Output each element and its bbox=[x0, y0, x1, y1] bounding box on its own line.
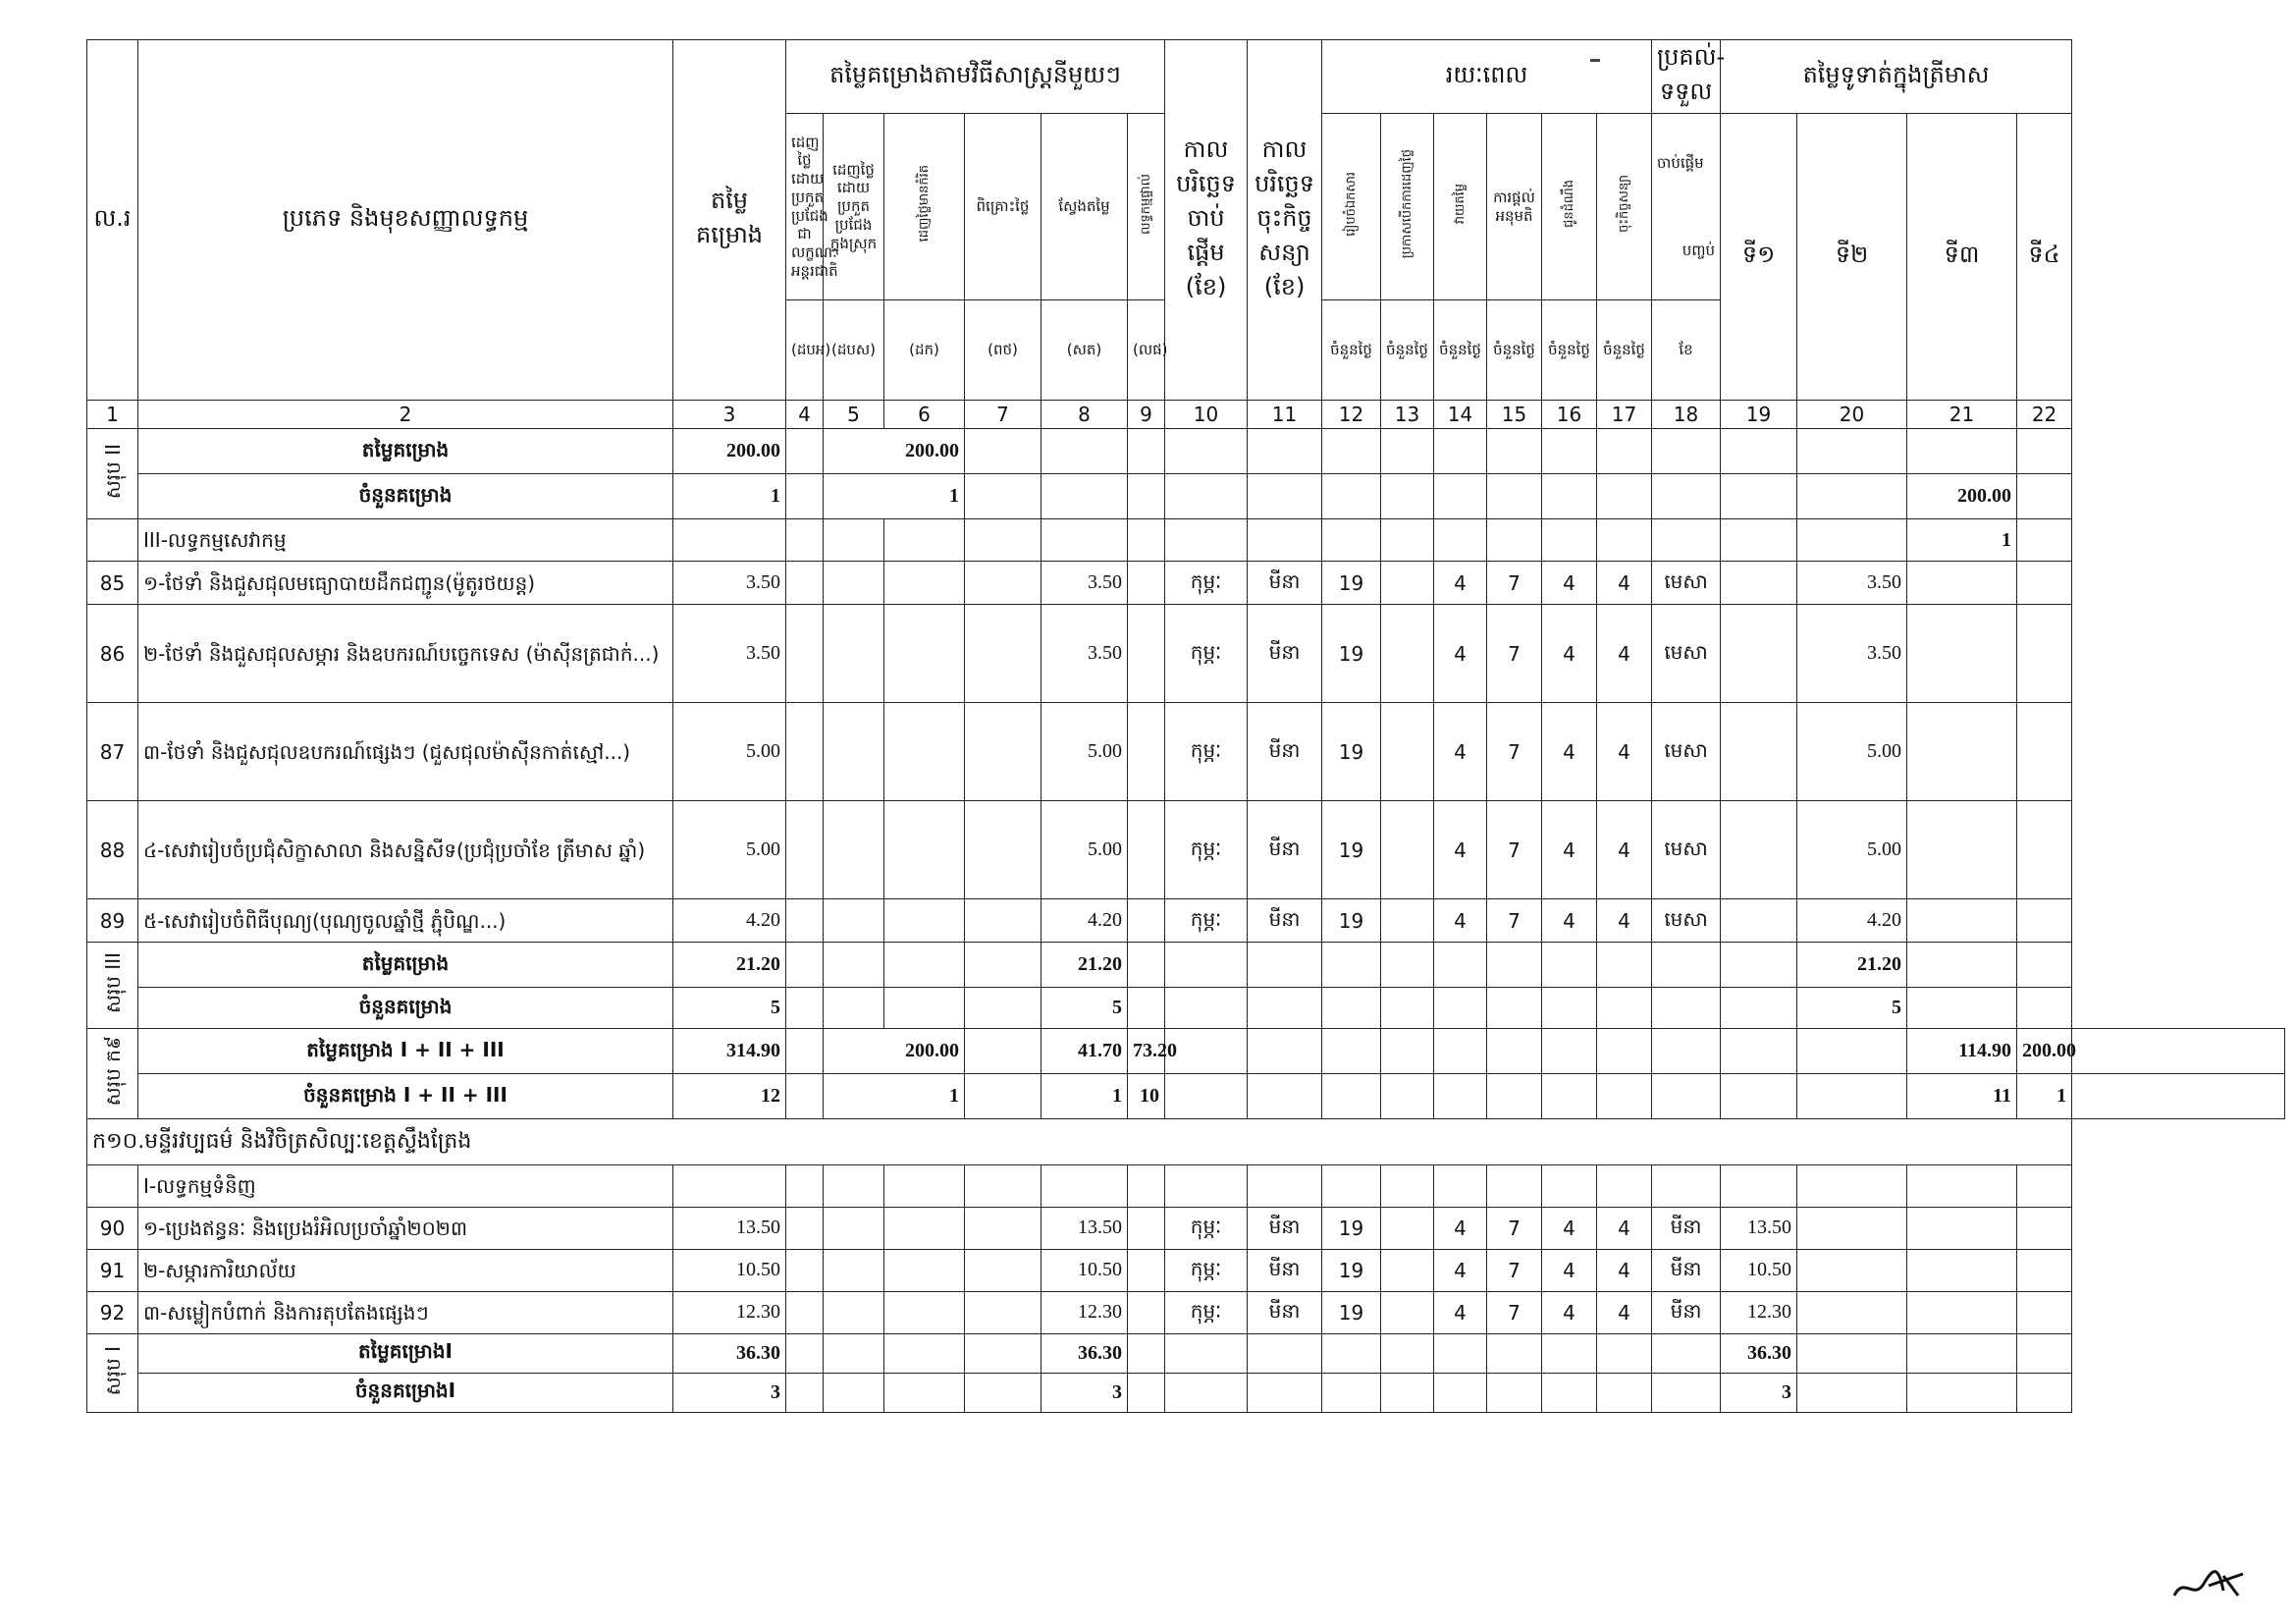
item-duration-days: 4 bbox=[1434, 899, 1487, 943]
item-number: 92 bbox=[87, 1291, 138, 1333]
start-period-header: កាលបរិច្ឆេទចាប់ផ្តើម (ខែ) bbox=[1165, 40, 1248, 401]
duration-eval-header: វាយតម្លៃ bbox=[1434, 114, 1487, 300]
table-row bbox=[87, 1207, 2285, 1249]
item-duration-days: 19 bbox=[1322, 899, 1381, 943]
item-duration-days: 4 bbox=[1597, 899, 1652, 943]
item-receive-month: មេសា bbox=[1652, 562, 1721, 605]
item-sign-month: មីនា bbox=[1248, 1207, 1322, 1249]
item-number: 88 bbox=[87, 801, 138, 899]
quarter-1-header: ទី១ bbox=[1721, 114, 1797, 401]
item-quarter-value: 10.50 bbox=[1721, 1249, 1797, 1291]
duration-prep-header: រៀបចំឯកសារ bbox=[1322, 114, 1381, 300]
receive-end-label: បញ្ចប់ bbox=[1682, 241, 1716, 259]
col-type-header: ប្រភេទ និងមុខសញ្ញាលទ្ធកម្ម bbox=[138, 40, 673, 401]
signature-mark bbox=[2169, 1556, 2248, 1605]
item-description: ២-ថែទាំ និងជួសជុលសម្ភារ និងឧបករណ៍បច្ចេកទេស (ម៉ាស៊ីនត្រជាក់...) bbox=[138, 605, 673, 703]
item-start-month: កុម្ភៈ bbox=[1165, 899, 1248, 943]
method-consult-header: ពិគ្រោះថ្លៃ bbox=[965, 114, 1041, 300]
total-count-label: ចំនួនគម្រោង I + II + III bbox=[138, 1074, 673, 1119]
column-number: 20 bbox=[1797, 401, 1907, 429]
subtotal-3-count: 5 bbox=[673, 988, 786, 1029]
day-unit: ចំនួនថ្ងៃ bbox=[1434, 300, 1487, 401]
col-no-header: ល.រ bbox=[87, 40, 138, 401]
item-receive-month: មេសា bbox=[1652, 605, 1721, 703]
table-row bbox=[87, 801, 2285, 899]
subtotal-2-q3-cost: 200.00 bbox=[1907, 474, 2017, 519]
subtotal-1-cost: 36.30 bbox=[673, 1333, 786, 1373]
item-duration-days bbox=[1381, 1249, 1434, 1291]
total-k9-q3-count: 1 bbox=[2017, 1074, 2072, 1119]
item-sign-month: មីនា bbox=[1248, 1291, 1322, 1333]
item-sat-cost: 3.50 bbox=[1041, 562, 1128, 605]
item-sat-cost: 3.50 bbox=[1041, 605, 1128, 703]
item-quarter-value: 5.00 bbox=[1797, 801, 1907, 899]
method-intl-header: ដេញថ្លៃដោយប្រកួតប្រជែងជាលក្ខណៈអន្តរជាតិ bbox=[786, 114, 824, 300]
subtotal-count-label: ចំនួនគម្រោងI bbox=[138, 1373, 673, 1412]
column-number: 14 bbox=[1434, 401, 1487, 429]
item-cost: 5.00 bbox=[673, 703, 786, 801]
quarter-4-header: ទី៤ bbox=[2017, 114, 2072, 401]
total-k9-dbs: 200.00 bbox=[824, 1029, 965, 1074]
column-number: 2 bbox=[138, 401, 673, 429]
item-sat-cost: 5.00 bbox=[1041, 801, 1128, 899]
item-duration-days: 19 bbox=[1322, 605, 1381, 703]
item-sign-month: មីនា bbox=[1248, 899, 1322, 943]
duration-notify-header: ជូនដំណឹង bbox=[1542, 114, 1597, 300]
item-duration-days: 4 bbox=[1434, 605, 1487, 703]
item-description: ៣-ថែទាំ និងជួសជុលឧបករណ៍ផ្សេងៗ (ជួសជុលម៉ាស៊ីនកាត់ស្មៅ...) bbox=[138, 703, 673, 801]
column-number: 12 bbox=[1322, 401, 1381, 429]
subtotal-2-count-dbs: 1 bbox=[824, 474, 965, 519]
subtotal-2-count: 1 bbox=[673, 474, 786, 519]
column-number: 21 bbox=[1907, 401, 2017, 429]
item-duration-days: 7 bbox=[1487, 703, 1542, 801]
method-direct-header: លទ្ធកម្មផ្ទាល់ bbox=[1128, 114, 1165, 300]
item-quarter-value: 3.50 bbox=[1797, 562, 1907, 605]
item-description: ៤-សេវារៀបចំប្រជុំសិក្ខាសាលា និងសន្និសីទ(ប្រជុំប្រចាំខែ ត្រីមាស ឆ្នាំ) bbox=[138, 801, 673, 899]
duration-announce-header: ប្រកាសបើកការដេញថ្លៃ bbox=[1381, 114, 1434, 300]
subtotal-cost-label: តម្លៃគម្រោងI bbox=[138, 1333, 673, 1373]
receive-group-header: ប្រគល់-ទទួល bbox=[1652, 40, 1721, 114]
item-duration-days: 4 bbox=[1542, 801, 1597, 899]
item-duration-days: 4 bbox=[1597, 1291, 1652, 1333]
column-number: 5 bbox=[824, 401, 884, 429]
column-number: 4 bbox=[786, 401, 824, 429]
subtotal-1-q1-cost: 36.30 bbox=[1721, 1333, 1797, 1373]
subtotal-3-sat: 21.20 bbox=[1041, 943, 1128, 988]
column-number: 13 bbox=[1381, 401, 1434, 429]
category-heading: I-លទ្ធកម្មទំនិញ bbox=[138, 1164, 673, 1207]
table-row bbox=[87, 562, 2285, 605]
table-row bbox=[87, 1291, 2285, 1333]
item-duration-days: 4 bbox=[1597, 605, 1652, 703]
subtotal-2-cost: 200.00 bbox=[673, 429, 786, 474]
item-sat-cost: 13.50 bbox=[1041, 1207, 1128, 1249]
total-k9-q2-cost: 114.90 bbox=[1907, 1029, 2017, 1074]
table-row bbox=[87, 605, 2285, 703]
total-cost-label: តម្លៃគម្រោង I + II + III bbox=[138, 1029, 673, 1074]
item-receive-month: មេសា bbox=[1652, 801, 1721, 899]
item-description: ១-ថែទាំ និងជួសជុលមធ្យោបាយដឹកជញ្ជូន(ម៉ូតូរថយន្ត) bbox=[138, 562, 673, 605]
item-receive-month: មីនា bbox=[1652, 1249, 1721, 1291]
item-duration-days bbox=[1381, 801, 1434, 899]
subtotal-3-q2-count: 5 bbox=[1797, 988, 1907, 1029]
total-k9-pt: 41.70 bbox=[1041, 1029, 1128, 1074]
method-limited-header: ដេញថ្លៃមានកំរិត bbox=[884, 114, 965, 300]
method-local-header: ដេញថ្លៃដោយប្រកួតប្រជែងក្នុងស្រុក bbox=[824, 114, 884, 300]
item-receive-month: មេសា bbox=[1652, 899, 1721, 943]
item-description: ៥-សេវារៀបចំពិធីបុណ្យ(បុណ្យចូលឆ្នាំថ្មី ភ្ជុំបិណ្ឌ...) bbox=[138, 899, 673, 943]
item-receive-month: មេសា bbox=[1652, 703, 1721, 801]
item-duration-days: 4 bbox=[1597, 801, 1652, 899]
item-number: 90 bbox=[87, 1207, 138, 1249]
item-duration-days: 7 bbox=[1487, 1249, 1542, 1291]
total-k9-sat: 73.20 bbox=[1128, 1029, 1165, 1074]
total-k9-count-pt: 1 bbox=[1041, 1074, 1128, 1119]
day-unit: ចំនួនថ្ងៃ bbox=[1542, 300, 1597, 401]
item-duration-days: 19 bbox=[1322, 1249, 1381, 1291]
item-start-month: កុម្ភៈ bbox=[1165, 1249, 1248, 1291]
column-number: 1 bbox=[87, 401, 138, 429]
item-duration-days: 4 bbox=[1434, 562, 1487, 605]
column-number: 3 bbox=[673, 401, 786, 429]
subtotal-3-count-sat: 5 bbox=[1041, 988, 1128, 1029]
item-duration-days: 19 bbox=[1322, 703, 1381, 801]
procurement-plan-table bbox=[86, 39, 2285, 1413]
total-k9-q2-count: 11 bbox=[1907, 1074, 2017, 1119]
duration-group-header: រយៈពេល bbox=[1322, 40, 1652, 114]
item-sign-month: មីនា bbox=[1248, 605, 1322, 703]
day-unit: ចំនួនថ្ងៃ bbox=[1322, 300, 1381, 401]
table-row bbox=[87, 703, 2285, 801]
item-cost: 10.50 bbox=[673, 1249, 786, 1291]
column-number: 7 bbox=[965, 401, 1041, 429]
column-number: 19 bbox=[1721, 401, 1797, 429]
item-duration-days: 4 bbox=[1542, 703, 1597, 801]
item-start-month: កុម្ភៈ bbox=[1165, 1291, 1248, 1333]
item-duration-days: 4 bbox=[1434, 801, 1487, 899]
total-k9-label: សរុប ក៩ bbox=[87, 1029, 138, 1119]
item-description: ២-សម្ភារការិយាល័យ bbox=[138, 1249, 673, 1291]
item-duration-days: 4 bbox=[1542, 562, 1597, 605]
item-duration-days: 7 bbox=[1487, 562, 1542, 605]
column-number: 6 bbox=[884, 401, 965, 429]
item-duration-days: 4 bbox=[1542, 899, 1597, 943]
item-quarter-value: 13.50 bbox=[1721, 1207, 1797, 1249]
duration-approve-header: ការផ្តល់អនុមតិ bbox=[1487, 114, 1542, 300]
item-duration-days: 4 bbox=[1434, 703, 1487, 801]
subtotal-3-cost: 21.20 bbox=[673, 943, 786, 988]
col-cost-header: តម្លៃគម្រោង bbox=[673, 40, 786, 401]
service-rows bbox=[87, 562, 2285, 943]
day-unit: ចំនួនថ្ងៃ bbox=[1381, 300, 1434, 401]
total-k9-count: 12 bbox=[673, 1074, 786, 1119]
item-duration-days: 19 bbox=[1322, 801, 1381, 899]
item-duration-days: 4 bbox=[1542, 1207, 1597, 1249]
item-number: 89 bbox=[87, 899, 138, 943]
code-lp: (លផ) bbox=[1128, 300, 1165, 401]
sign-period-header: កាលបរិច្ឆេទចុះកិច្ចសន្យា (ខែ) bbox=[1248, 40, 1322, 401]
code-sat: (សត) bbox=[1041, 300, 1128, 401]
day-unit: ចំនួនថ្ងៃ bbox=[1487, 300, 1542, 401]
goods-rows bbox=[87, 1207, 2285, 1333]
item-start-month: កុម្ភៈ bbox=[1165, 801, 1248, 899]
item-number: 91 bbox=[87, 1249, 138, 1291]
column-number: 15 bbox=[1487, 401, 1542, 429]
item-cost: 5.00 bbox=[673, 801, 786, 899]
item-quarter-value: 3.50 bbox=[1797, 605, 1907, 703]
item-description: ៣-សម្លៀកបំពាក់ និងការតុបតែងផ្សេងៗ bbox=[138, 1291, 673, 1333]
item-duration-days: 19 bbox=[1322, 1207, 1381, 1249]
item-duration-days: 7 bbox=[1487, 801, 1542, 899]
item-cost: 4.20 bbox=[673, 899, 786, 943]
item-start-month: កុម្ភៈ bbox=[1165, 703, 1248, 801]
item-duration-days: 19 bbox=[1322, 1291, 1381, 1333]
table-row bbox=[87, 899, 2285, 943]
duration-sign-header: ចុះកិច្ចសន្យា bbox=[1597, 114, 1652, 300]
subtotal-3-label: សរុប III bbox=[87, 943, 138, 1029]
item-sat-cost: 4.20 bbox=[1041, 899, 1128, 943]
item-sign-month: មីនា bbox=[1248, 801, 1322, 899]
column-number: 8 bbox=[1041, 401, 1128, 429]
item-duration-days bbox=[1381, 605, 1434, 703]
subtotal-cost-label: តម្លៃគម្រោង bbox=[138, 429, 673, 474]
item-receive-month: មីនា bbox=[1652, 1207, 1721, 1249]
item-sat-cost: 10.50 bbox=[1041, 1249, 1128, 1291]
code-dbs: (ដបស) bbox=[824, 300, 884, 401]
item-duration-days: 4 bbox=[1542, 1249, 1597, 1291]
item-cost: 12.30 bbox=[673, 1291, 786, 1333]
item-number: 85 bbox=[87, 562, 138, 605]
column-number-row bbox=[87, 401, 2285, 429]
column-number: 17 bbox=[1597, 401, 1652, 429]
section-heading: ក១០.មន្ទីរវប្បធម៌ និងវិចិត្រសិល្បៈខេត្តស្ទឹងត្រែង bbox=[87, 1119, 2072, 1165]
item-quarter-value: 12.30 bbox=[1721, 1291, 1797, 1333]
item-description: ១-ប្រេងឥន្ធនៈ និងប្រេងរំអិលប្រចាំឆ្នាំ២០២៣ bbox=[138, 1207, 673, 1249]
subtotal-1-q1-count: 3 bbox=[1721, 1373, 1797, 1412]
item-duration-days bbox=[1381, 899, 1434, 943]
subtotal-1-count: 3 bbox=[673, 1373, 786, 1412]
item-sat-cost: 12.30 bbox=[1041, 1291, 1128, 1333]
subtotal-2-q3-count: 1 bbox=[1907, 519, 2017, 562]
subtotal-3-q2-cost: 21.20 bbox=[1797, 943, 1907, 988]
item-duration-days bbox=[1381, 1207, 1434, 1249]
item-duration-days: 4 bbox=[1597, 562, 1652, 605]
subtotal-1-count-sat: 3 bbox=[1041, 1373, 1128, 1412]
item-quarter-value: 5.00 bbox=[1797, 703, 1907, 801]
subtotal-cost-label: តម្លៃគម្រោង bbox=[138, 943, 673, 988]
item-duration-days bbox=[1381, 562, 1434, 605]
month-unit: ខែ bbox=[1652, 300, 1721, 401]
column-number: 11 bbox=[1248, 401, 1322, 429]
item-start-month: កុម្ភៈ bbox=[1165, 605, 1248, 703]
item-duration-days: 4 bbox=[1434, 1249, 1487, 1291]
quarter-2-header: ទី២ bbox=[1797, 114, 1907, 401]
item-receive-month: មីនា bbox=[1652, 1291, 1721, 1333]
column-number: 16 bbox=[1542, 401, 1597, 429]
code-dk: (ដក) bbox=[884, 300, 965, 401]
item-duration-days: 4 bbox=[1597, 703, 1652, 801]
item-sat-cost: 5.00 bbox=[1041, 703, 1128, 801]
item-duration-days: 4 bbox=[1542, 605, 1597, 703]
item-start-month: កុម្ភៈ bbox=[1165, 562, 1248, 605]
table-row bbox=[87, 1249, 2285, 1291]
total-k9-count-dbs: 1 bbox=[824, 1074, 965, 1119]
item-duration-days: 19 bbox=[1322, 562, 1381, 605]
item-number: 87 bbox=[87, 703, 138, 801]
item-duration-days: 4 bbox=[1434, 1291, 1487, 1333]
total-k9-cost: 314.90 bbox=[673, 1029, 786, 1074]
item-duration-days: 4 bbox=[1597, 1249, 1652, 1291]
item-cost: 13.50 bbox=[673, 1207, 786, 1249]
quarter-3-header: ទី៣ bbox=[1907, 114, 2017, 401]
category-heading: III-លទ្ធកម្មសេវាកម្ម bbox=[138, 519, 673, 562]
column-number: 9 bbox=[1128, 401, 1165, 429]
item-duration-days: 4 bbox=[1542, 1291, 1597, 1333]
total-k9-count-sat: 10 bbox=[1128, 1074, 1165, 1119]
item-cost: 3.50 bbox=[673, 562, 786, 605]
subtotal-count-label: ចំនួនគម្រោង bbox=[138, 474, 673, 519]
item-duration-days bbox=[1381, 703, 1434, 801]
column-number: 22 bbox=[2017, 401, 2072, 429]
receive-start-end-header bbox=[1652, 114, 1721, 300]
item-duration-days: 4 bbox=[1434, 1207, 1487, 1249]
method-group-header: តម្លៃគម្រោងតាមវិធីសាស្ត្រនីមួយៗ bbox=[786, 40, 1165, 114]
subtotal-1-sat: 36.30 bbox=[1041, 1333, 1128, 1373]
subtotal-2-dbs: 200.00 bbox=[824, 429, 965, 474]
day-unit: ចំនួនថ្ងៃ bbox=[1597, 300, 1652, 401]
item-duration-days: 7 bbox=[1487, 1207, 1542, 1249]
quarter-group-header: តម្លៃទូទាត់ក្នុងត្រីមាស bbox=[1721, 40, 2072, 114]
item-sign-month: មីនា bbox=[1248, 703, 1322, 801]
item-start-month: កុម្ភៈ bbox=[1165, 1207, 1248, 1249]
column-number: 10 bbox=[1165, 401, 1248, 429]
total-k9-q3-cost: 200.00 bbox=[2017, 1029, 2072, 1074]
method-quote-header: ស្វែងតម្លៃ bbox=[1041, 114, 1128, 300]
column-number: 18 bbox=[1652, 401, 1721, 429]
item-duration-days: 4 bbox=[1597, 1207, 1652, 1249]
item-quarter-value: 4.20 bbox=[1797, 899, 1907, 943]
item-number: 86 bbox=[87, 605, 138, 703]
item-duration-days: 7 bbox=[1487, 605, 1542, 703]
code-pt: (ពថ) bbox=[965, 300, 1041, 401]
item-duration-days: 7 bbox=[1487, 1291, 1542, 1333]
subtotal-2-label: សរុប II bbox=[87, 429, 138, 519]
item-sign-month: មីនា bbox=[1248, 1249, 1322, 1291]
item-duration-days bbox=[1381, 1291, 1434, 1333]
subtotal-count-label: ចំនួនគម្រោង bbox=[138, 988, 673, 1029]
code-dbo: (ដបអ) bbox=[786, 300, 824, 401]
item-duration-days: 7 bbox=[1487, 899, 1542, 943]
receive-start-label: ចាប់ផ្តើម bbox=[1657, 153, 1704, 172]
item-cost: 3.50 bbox=[673, 605, 786, 703]
item-sign-month: មីនា bbox=[1248, 562, 1322, 605]
subtotal-1-label: សរុប I bbox=[87, 1333, 138, 1412]
